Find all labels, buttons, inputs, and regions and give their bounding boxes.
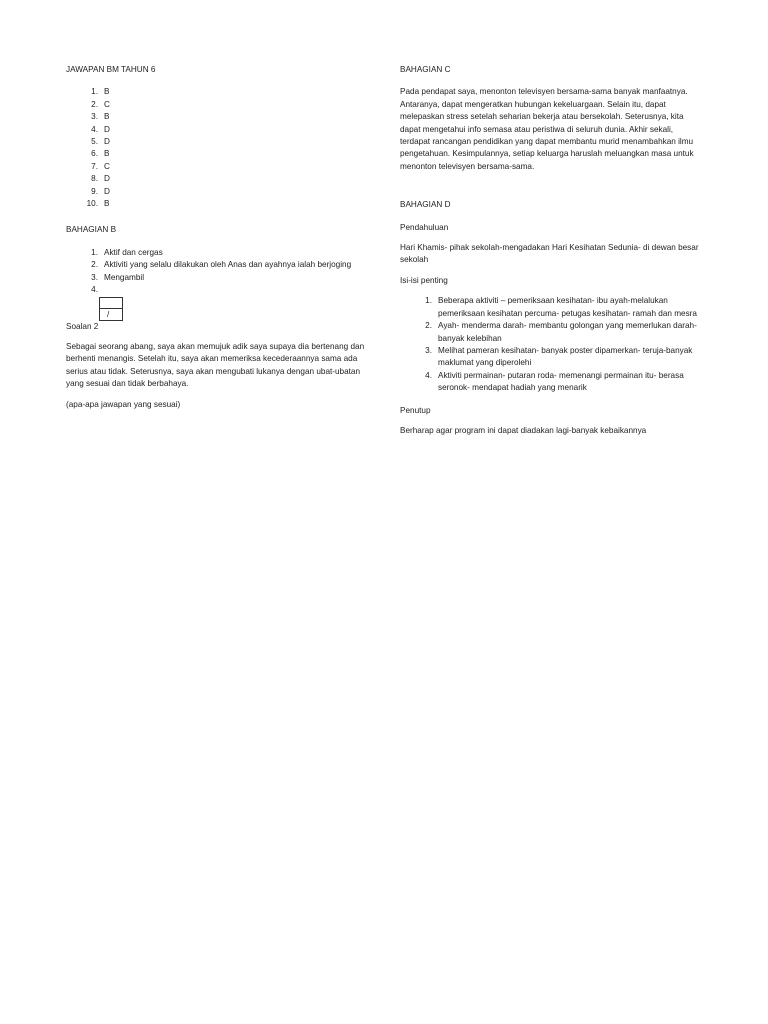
answer-note: (apa-apa jawapan yang sesuai) bbox=[66, 399, 181, 409]
list-item: 1. Aktif dan cergas bbox=[91, 247, 163, 257]
right-column bbox=[400, 64, 700, 445]
list-item: 1. B bbox=[91, 87, 110, 97]
answer-box-table bbox=[99, 297, 123, 321]
list-item: 6. B bbox=[91, 149, 110, 159]
section-heading-d: BAHAGIAN D bbox=[400, 200, 451, 210]
list-item: 3. Melihat pameran kesihatan- banyak poster dipamerkan- teruja-banyak maklumat yang diperolehi bbox=[425, 345, 693, 368]
penutup-heading: Penutup bbox=[400, 405, 431, 415]
answer-box-empty bbox=[99, 297, 123, 309]
left-column bbox=[66, 64, 371, 419]
list-item: 2. Aktiviti yang selalu dilakukan oleh Anas dan ayahnya ialah berjoging bbox=[91, 260, 352, 270]
section-c-answer: Pada pendapat saya, menonton televisyen bersama-sama banyak manfaatnya. Antaranya, dapat mengeratkan hubungan kekeluargaan. Selain itu, dapat melepaskan stress setelah seharian bekerja atau bersekolah. Seterusnya, kita dapat mengetahui info semasa atau peristiwa di seluruh dunia. Akhir sekali, terdapat rancangan pendidikan yang dapat membantu murid menambahkan ilmu pengetahuan. Kesimpulannya, setiap keluarga haruslah meluangkan masa untuk menonton televisyen bersama-sama. bbox=[400, 87, 694, 171]
section-heading-c: BAHAGIAN C bbox=[400, 65, 451, 74]
pendahuluan-text: Hari Khamis- pihak sekolah-mengadakan Hari Kesihatan Sedunia- di dewan besar sekolah bbox=[400, 243, 699, 265]
soalan-2-heading: Soalan 2 bbox=[66, 321, 99, 331]
document-title: JAWAPAN BM TAHUN 6 bbox=[66, 65, 156, 74]
list-item: 5. D bbox=[91, 137, 110, 147]
list-item: 10. B bbox=[86, 199, 110, 209]
list-item: 2. Ayah- menderma darah- membantu golongan yang memerlukan darah- banyak kelebihan bbox=[425, 321, 697, 343]
pendahuluan-heading: Pendahuluan bbox=[400, 222, 449, 232]
list-item: 2. C bbox=[91, 99, 110, 109]
list-item: 4. D bbox=[91, 124, 110, 134]
section-heading-b: BAHAGIAN B bbox=[66, 225, 117, 235]
list-item: 8. D bbox=[91, 174, 110, 184]
list-item: 9. D bbox=[91, 186, 110, 196]
answer-box-ticked: / bbox=[99, 309, 123, 321]
list-item: 3. B bbox=[91, 112, 110, 122]
penutup-text: Berharap agar program ini dapat diadakan lagi-banyak kebaikannya bbox=[400, 425, 647, 435]
isi-penting-list bbox=[400, 295, 700, 394]
soalan-2-answer: Sebagai seorang abang, saya akan memujuk adik saya supaya dia bertenang dan berhenti menangis. Setelah itu, saya akan memeriksa kecederaannya sama ada serius atau tidak. Seterusnya, saya akan mengubati lukanya dengan ubat-ubatan yang sesuai dan tidak berbahaya. bbox=[66, 341, 365, 389]
list-item: 7. C bbox=[91, 161, 110, 171]
list-item: 3. Mengambil bbox=[91, 272, 145, 282]
isi-penting-heading: Isi-isi penting bbox=[400, 275, 448, 285]
list-item: 4. bbox=[91, 285, 98, 295]
list-item: 1. Beberapa aktiviti – pemeriksaan kesihatan- ibu ayah-melalukan pemeriksaan kesihatan percuma- petugas kesihatan- ramah dan mesra bbox=[425, 296, 697, 318]
section-b-list bbox=[66, 247, 371, 297]
list-item: 4. Aktiviti permainan- putaran roda- memenangi permainan itu- berasa seronok- mendapat hadiah yang menarik bbox=[425, 370, 684, 393]
mc-answer-list bbox=[66, 86, 371, 210]
